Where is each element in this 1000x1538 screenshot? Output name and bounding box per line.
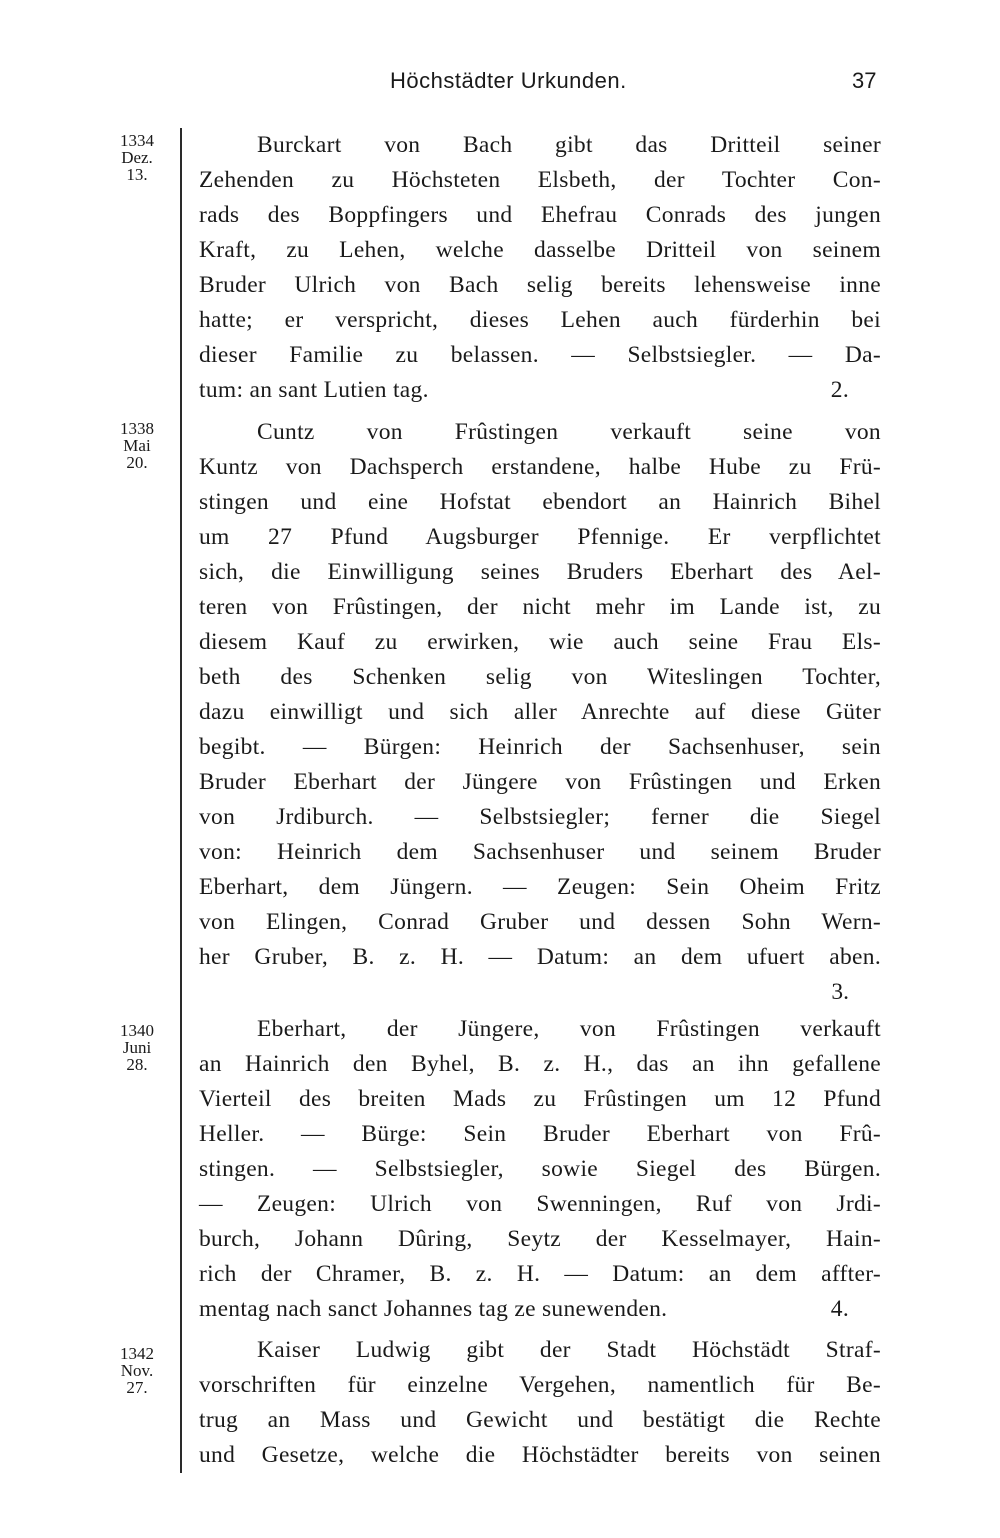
text-line: und Gesetze, welche die Höchstädter bereits von seinen — [199, 1442, 881, 1468]
text-line: burch, Johann Dûring, Seytz der Kesselmayer, Hain- — [199, 1226, 881, 1252]
text-line: begibt. — Bürgen: Heinrich der Sachsenhuser, sein — [199, 734, 881, 760]
document-entry-1338 — [199, 415, 881, 1010]
margin-rule — [180, 128, 182, 1473]
text-line: Kaiser Ludwig gibt der Stadt Höchstädt Straf- — [257, 1337, 881, 1363]
text-line: Zehenden zu Höchsteten Elsbeth, der Tochter Con- — [199, 167, 881, 193]
text-line: Bruder Ulrich von Bach selig bereits lehensweise inne — [199, 272, 881, 298]
text-line: Burckart von Bach gibt das Dritteil seiner — [257, 132, 881, 158]
text-line: Heller. — Bürge: Sein Bruder Eberhart von Frû- — [199, 1121, 881, 1147]
margin-date-1340: 1340 Juni 28. — [120, 1021, 154, 1074]
text-line: rich der Chramer, B. z. H. — Datum: an dem affter- — [199, 1261, 881, 1287]
text-line: beth des Schenken selig von Witeslingen Tochter, — [199, 664, 881, 690]
text-line: diesem Kauf zu erwirken, wie auch seine Frau Els- — [199, 629, 881, 655]
text-line: Kraft, zu Lehen, welche dasselbe Dritteil von seinem — [199, 237, 881, 263]
margin-date-1342: 1342 Nov. 27. — [120, 1344, 154, 1397]
document-entry-1342 — [199, 1333, 881, 1473]
text-line: von Jrdiburch. — Selbstsiegler; ferner die Siegel — [199, 804, 881, 830]
text-line: stingen und eine Hofstat ebendort an Hainrich Bihel — [199, 489, 881, 515]
text-line: tum: an sant Lutien tag. — [199, 377, 429, 403]
text-line: sich, die Einwilligung seines Bruders Eberhart des Ael- — [199, 559, 881, 585]
text-line: Eberhart, der Jüngere, von Frûstingen verkauft — [257, 1016, 881, 1042]
document-entry-1340 — [199, 1012, 881, 1327]
document-entry-1334 — [199, 128, 881, 408]
text-line: rads des Boppfingers und Ehefrau Conrads des jungen — [199, 202, 881, 228]
text-line: dazu einwilligt und sich aller Anrechte auf diese Güter — [199, 699, 881, 725]
entry-number: 3. — [831, 979, 849, 1005]
text-line: Cuntz von Frûstingen verkauft seine von — [257, 419, 881, 445]
text-line: vorschriften für einzelne Vergehen, namentlich für Be- — [199, 1372, 881, 1398]
text-line: von Elingen, Conrad Gruber und dessen Sohn Wern- — [199, 909, 881, 935]
entry-number: 4. — [830, 1296, 849, 1322]
text-line: Eberhart, dem Jüngern. — Zeugen: Sein Oheim Fritz — [199, 874, 881, 900]
text-line: von: Heinrich dem Sachsenhuser und seinem Bruder — [199, 839, 881, 865]
text-line: hatte; er verspricht, dieses Lehen auch fürderhin bei — [199, 307, 881, 333]
text-line: Kuntz von Dachsperch erstandene, halbe Hube zu Frü- — [199, 454, 881, 480]
margin-date-1338: 1338 Mai 20. — [120, 419, 154, 472]
text-line: stingen. — Selbstsiegler, sowie Siegel des Bürgen. — [199, 1156, 881, 1182]
text-line: Vierteil des breiten Mads zu Frûstingen um 12 Pfund — [199, 1086, 881, 1112]
text-line: dieser Familie zu belassen. — Selbstsiegler. — Da- — [199, 342, 881, 368]
text-line: mentag nach sanct Johannes tag ze sunewenden. — [199, 1296, 668, 1322]
entry-number: 2. — [830, 377, 849, 403]
page-number: 37 — [852, 68, 877, 93]
text-line: an Hainrich den Byhel, B. z. H., das an ihn gefallene — [199, 1051, 881, 1077]
text-line: trug an Mass und Gewicht und bestätigt die Rechte — [199, 1407, 881, 1433]
text-line: — Zeugen: Ulrich von Swenningen, Ruf von Jrdi- — [199, 1191, 881, 1217]
text-line: Bruder Eberhart der Jüngere von Frûstingen und Erken — [199, 769, 881, 795]
text-line: um 27 Pfund Augsburger Pfennige. Er verpflichtet — [199, 524, 881, 550]
text-line: her Gruber, B. z. H. — Datum: an dem ufuert aben. — [199, 944, 881, 970]
margin-date-1334: 1334 Dez. 13. — [120, 131, 154, 184]
text-line: teren von Frûstingen, der nicht mehr im Lande ist, zu — [199, 594, 881, 620]
running-header-title: Höchstädter Urkunden. — [390, 68, 627, 93]
